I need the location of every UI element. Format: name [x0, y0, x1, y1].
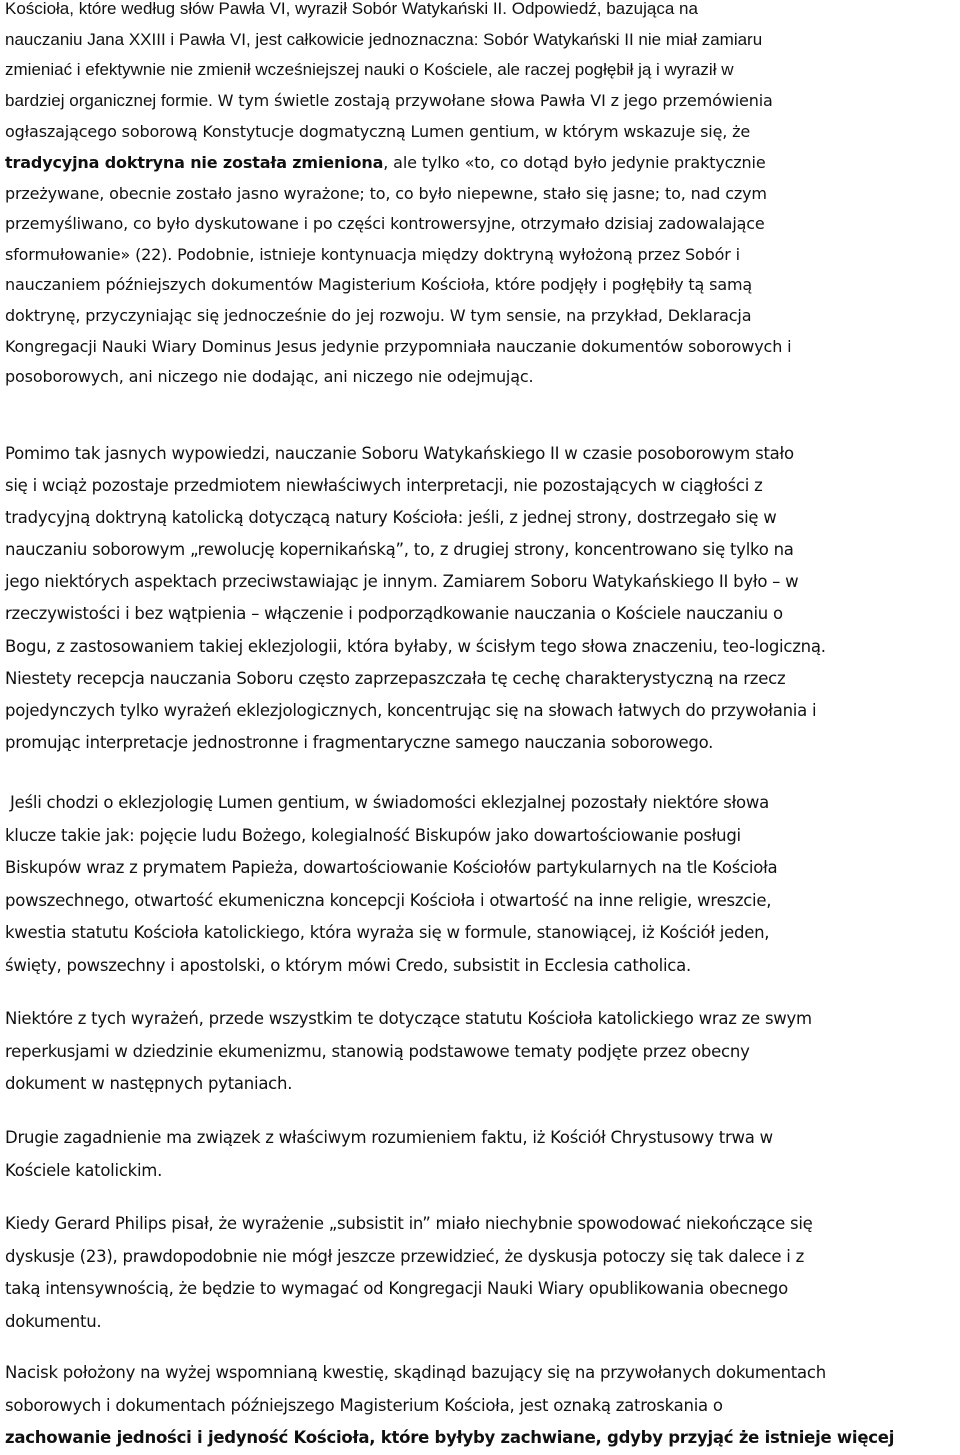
text-line: doktrynę, przyczyniając się jednocześnie do jej rozwoju. W tym sensie, na przykład, Deklaracja — [5, 305, 752, 325]
text-line: Drugie zagadnienie ma związek z właściwym rozumieniem faktu, iż Kościół Chrystusowy trwa w — [5, 1128, 773, 1147]
text-line: Kościoła, które według słów Pawła VI, wyraził Sobór Watykański II. Odpowiedź, bazująca na — [5, 0, 698, 18]
text-line: Niektóre z tych wyrażeń, przede wszystkim te dotyczące statutu Kościoła katolickiego wraz ze swym — [5, 1009, 812, 1028]
paragraph-6 — [0, 1208, 955, 1338]
text-line: zmieniać i efektywnie nie zmienił wcześniejszej nauki o Kościele, ale raczej pogłębił ją i wyraził w — [5, 60, 734, 80]
text-line: posoborowych, ani niczego nie dodając, ani niczego nie odejmując. — [5, 367, 534, 387]
text-line: przeżywane, obecnie zostało jasno wyrażone; to, co było niepewne, stało się jasne; to, nad czym — [5, 183, 767, 203]
text-line: promując interpretacje jednostronne i fragmentaryczne samego nauczania soborowego. — [5, 732, 714, 752]
text-line: taką intensywnością, że będzie to wymagać od Kongregacji Nauki Wiary opublikowania obecnego — [5, 1279, 788, 1298]
text-line: Kiedy Gerard Philips pisał, że wyrażenie „subsistit in” miało niechybnie spowodować niekończące się — [5, 1214, 813, 1233]
text-line: nauczaniu Jana XXIII i Pawła VI, jest całkowicie jednoznaczna: Sobór Watykański II nie miał zamiaru — [5, 29, 763, 49]
text-line: ogłaszającego soborową Konstytucje dogmatyczną Lumen gentium, w którym wskazuje się, że — [5, 122, 751, 142]
text-line: pojedynczych tylko wyrażeń eklezjologicznych, koncentrując się na słowach łatwych do przywołania i — [5, 700, 817, 720]
text-line: dyskusje (23), prawdopodobnie nie mógł jeszcze przewidzieć, że dyskusja potoczy się tak dalece i z — [5, 1246, 805, 1266]
text-line: Pomimo tak jasnych wypowiedzi, nauczanie Soboru Watykańskiego II w czasie posoborowym stało — [5, 444, 794, 463]
text-segment: W tym świetle zostają przywołane słowa Pawła VI z jego przemówienia — [217, 90, 773, 110]
text-line: Kościele katolickim. — [5, 1160, 163, 1180]
emphasis-text: tradycyjna doktryna nie została zmieniona — [5, 152, 384, 172]
text-line: soborowych i dokumentach późniejszego Magisterium Kościoła, jest oznaką zatroskania o — [5, 1395, 723, 1415]
text-line: Nacisk położony na wyżej wspomnianą kwestię, skądinąd bazujący się na przywołanych dokumentach — [5, 1363, 826, 1382]
paragraph-3 — [0, 787, 955, 982]
text-line: przemyśliwano, co było dyskutowane i po części kontrowersyjne, otrzymało dzisiaj zadowalające — [5, 214, 765, 234]
text-segment: bardziej organicznej formie. — [5, 90, 218, 110]
text-line: Biskupów wraz z prymatem Papieża, dowartościowanie Kościołów partykularnych na tle Kościoła — [5, 858, 778, 877]
text-line: święty, powszechny i apostolski, o którym mówi Credo, subsistit in Ecclesia catholica. — [5, 955, 691, 975]
paragraph-4 — [0, 1003, 955, 1101]
emphasis-text: zachowanie jedności i jedyność Kościoła, które byłyby zachwiane, gdyby przyjąć że istnieje więcej — [5, 1428, 895, 1447]
text-line: kwestia statutu Kościoła katolickiego, która wyraża się w formule, stanowiącej, iż Kościół jeden, — [5, 923, 770, 942]
text-line: reperkusjami w dziedzinie ekumenizmu, stanowią podstawowe tematy podjęte przez obecny — [5, 1041, 750, 1061]
paragraph-1 — [0, 0, 955, 393]
text-line: Bogu, z zastosowaniem takiej eklezjologii, która byłaby, w ścisłym tego słowa znaczeniu, teo-logiczną. — [5, 636, 826, 656]
text-line: Kongregacji Nauki Wiary Dominus Jesus jedynie przypomniała nauczanie dokumentów soborowych i — [5, 336, 792, 356]
text-segment: , ale tylko «to, co dotąd było jedynie praktycznie — [383, 152, 766, 172]
text-line: rzeczywistości i bez wątpienia – włączenie i podporządkowanie nauczania o Kościele nauczaniu o — [5, 604, 783, 624]
text-line: powszechnego, otwartość ekumeniczna koncepcji Kościoła i otwartość na inne religie, wreszcie, — [5, 890, 772, 910]
paragraph-5 — [0, 1122, 955, 1187]
text-line: klucze takie jak: pojęcie ludu Bożego, kolegialność Biskupów jako dowartościowanie posługi — [5, 825, 741, 845]
text-line: tradycyjną doktryną katolicką dotyczącą natury Kościoła: jeśli, z jednej strony, dostrzegało się w — [5, 508, 777, 528]
text-line: się i wciąż pozostaje przedmiotem niewłaściwych interpretacji, nie pozostających w ciągłości z — [5, 476, 763, 496]
text-line: sformułowanie» (22). Podobnie, istnieje kontynuacja między doktryną wyłożoną przez Sobór i — [5, 244, 740, 264]
text-line: dokument w następnych pytaniach. — [5, 1074, 293, 1093]
text-line: Niestety recepcja nauczania Soboru często zaprzepaszczała tę cechę charakterystyczną na rzecz — [5, 668, 786, 688]
text-line-mixed — [5, 86, 955, 118]
text-line: jego niektórych aspektach przeciwstawiając je innym. Zamiarem Soboru Watykańskiego II było – w — [5, 572, 799, 592]
text-line: nauczaniu soborowym „rewolucję kopernikańską”, to, z drugiej strony, koncentrowano się tylko na — [5, 540, 794, 560]
paragraph-2 — [0, 438, 955, 759]
text-line: dokumentu. — [5, 1311, 102, 1331]
text-line: Jeśli chodzi o eklezjologię Lumen gentium, w świadomości eklezjalnej pozostały niektóre słowa — [5, 793, 769, 812]
paragraph-7 — [0, 1357, 955, 1455]
text-line: nauczaniem późniejszych dokumentów Magisterium Kościoła, które podjęły i pogłębiły tą samą — [5, 275, 753, 295]
text-line-mixed — [5, 148, 955, 179]
